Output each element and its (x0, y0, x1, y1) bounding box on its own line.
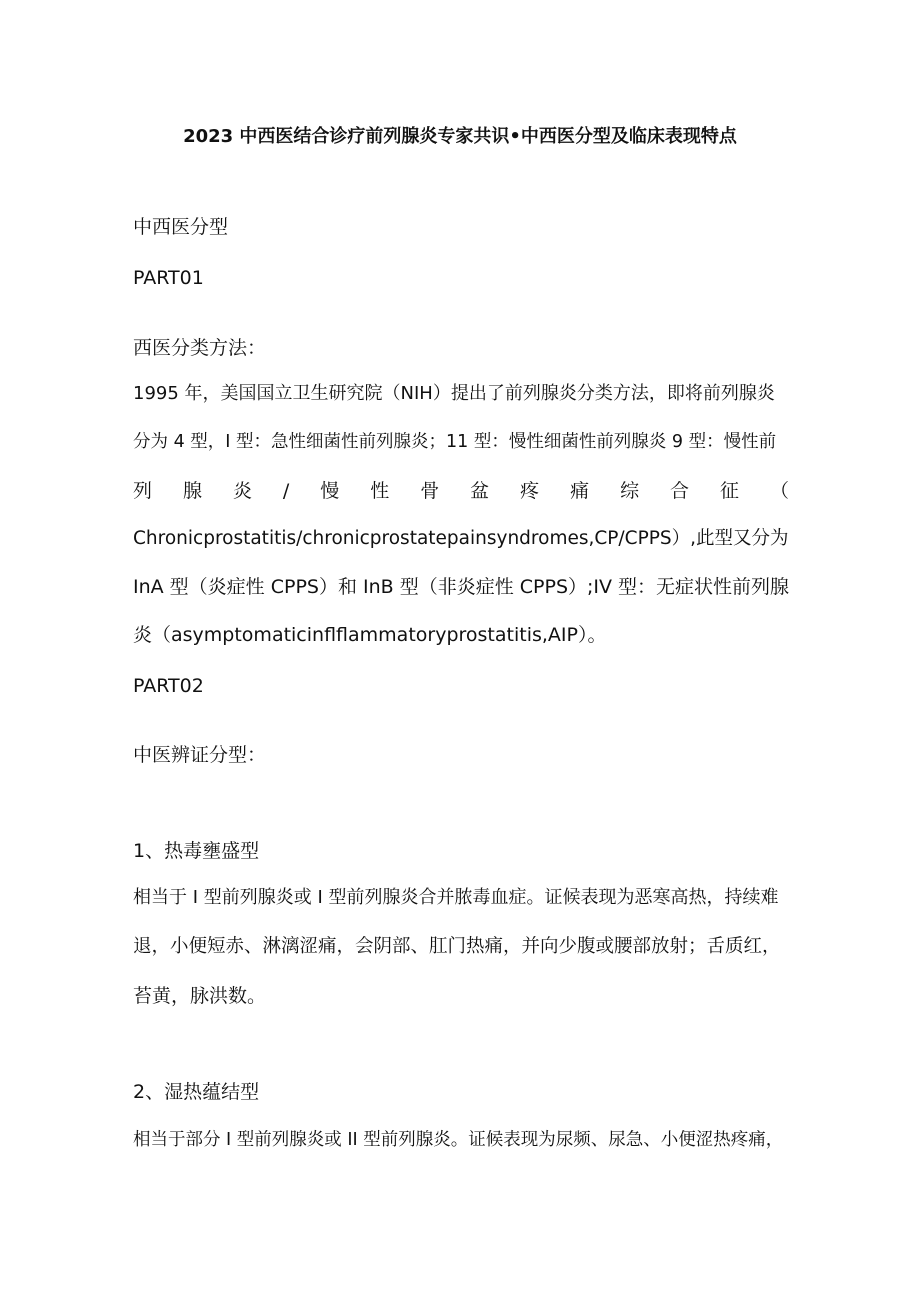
paragraph-line: 分为 4 型，I 型：急性细菌性前列腺炎；11 型：慢性细菌性前列腺炎 9 型：慢性前 (133, 432, 777, 452)
spread-char: 征 (720, 480, 740, 502)
spread-char: 痛 (570, 480, 590, 502)
spread-char: 疼 (520, 480, 540, 502)
spread-char: 列 (133, 480, 153, 502)
type2-heading: 2、湿热蕴结型 (133, 1081, 260, 1103)
paragraph-line: 退，小便短赤、淋漓涩痛，会阴部、肛门热痛，并向少腹或腰部放射；舌质红， (133, 936, 781, 957)
type1-heading: 1、热毒壅盛型 (133, 840, 260, 862)
spread-char: 骨 (420, 480, 440, 502)
paragraph-line: 相当于 I 型前列腺炎或 I 型前列腺炎合并脓毒血症。证候表现为恶寒高热，持续难 (133, 887, 779, 908)
spread-char: （ (769, 480, 789, 502)
part2-heading: 中医辨证分型： (133, 744, 267, 766)
part1-label: PART01 (133, 267, 204, 289)
part1-heading: 西医分类方法： (133, 337, 267, 359)
paragraph-line: 苔黄，脉洪数。 (133, 985, 267, 1007)
paragraph-line: 相当于部分 I 型前列腺炎或 II 型前列腺炎。证候表现为尿频、尿急、小便涩热疼痛， (133, 1130, 784, 1150)
document-title: 2023 中西医结合诊疗前列腺炎专家共识•中西医分型及临床表现特点 (183, 126, 737, 147)
spread-char: 综 (620, 480, 640, 502)
spread-char: 盆 (470, 480, 490, 502)
paragraph-line: InA 型（炎症性 CPPS）和 InB 型（非炎症性 CPPS）;IV 型：无症状性前列腺 (133, 576, 790, 598)
spread-char: 慢 (320, 480, 340, 502)
spread-char: 腺 (182, 480, 202, 502)
paragraph-line: 1995 年，美国国立卫生研究院（NIH）提出了前列腺炎分类方法，即将前列腺炎 (133, 383, 775, 404)
paragraph-line: Chronicprostatitis/chronicprostatepainsyndromes,CP/CPPS）,此型又分为 (133, 528, 789, 549)
spread-char: 合 (670, 480, 690, 502)
part2-label: PART02 (133, 675, 204, 697)
spread-char: 炎 (232, 480, 252, 502)
spread-char: / (282, 480, 290, 502)
spread-line (133, 477, 789, 505)
paragraph-line: 炎（asymptomaticinflflammatoryprostatitis,AIP）。 (133, 624, 607, 646)
spread-char: 性 (370, 480, 390, 502)
section-heading: 中西医分型 (133, 216, 229, 238)
